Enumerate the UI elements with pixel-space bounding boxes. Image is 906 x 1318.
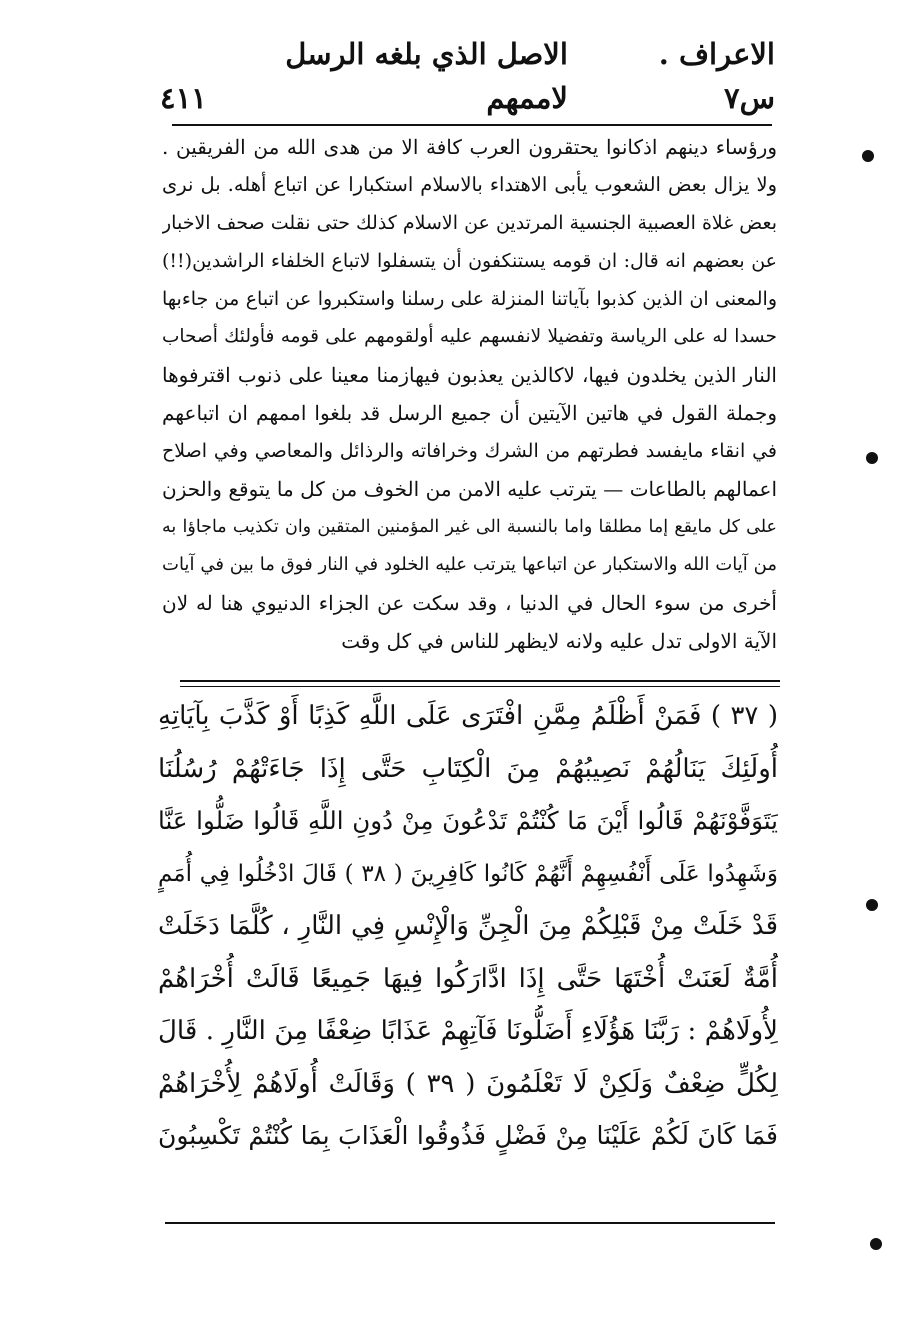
binding-hole-mark [866,899,878,911]
verse-line: لِكُلٍّ ضِعْفٌ وَلَكِنْ لَا تَعْلَمُونَ ( ٣٩ ) وَقَالَتْ أُولَاهُمْ لِأُخْرَاهُمْ [158,1068,778,1099]
verse-line: وَشَهِدُوا عَلَى أَنْفُسِهِمْ أَنَّهُمْ كَانُوا كَافِرِينَ ( ٣٨ ) قَالَ ادْخُلُوا فِي أُمَمٍ [158,860,778,887]
commentary-text [162,128,777,660]
verse-line: فَمَا كَانَ لَكُمْ عَلَيْنَا مِنْ فَضْلٍ فَذُوقُوا الْعَذَابَ بِمَا كُنْتُمْ تَكْسِبُونَ [158,1121,778,1150]
verse-line: قَدْ خَلَتْ مِنْ قَبْلِكُمْ مِنَ الْجِنِّ وَالْإِنْسِ فِي النَّارِ ، كُلَّمَا دَخَلَتْ [158,911,778,941]
commentary-line: ولا يزال بعض الشعوب يأبى الاهتداء بالاسلام استكبارا عن اتباع أهله. بل نرى [162,173,777,196]
verse-line: يَتَوَفَّوْنَهُمْ قَالُوا أَيْنَ مَا كُنْتُمْ تَدْعُونَ مِنْ دُونِ اللَّهِ قَالُوا ضَلُّوا عَنَّا [158,806,778,835]
commentary-line: والمعنى ان الذين كذبوا بآياتنا المنزلة على رسلنا واستكبروا عن اتباع من جاءبها [162,288,777,310]
footer-rule [165,1222,775,1224]
commentary-line: في انقاء مايفسد فطرتهم من الشرك وخرافاته والرذائل والمعاصي وفي اصلاح [162,440,777,462]
commentary-line: اعمالهم بالطاعات — يترتب عليه الامن من الخوف من كل ما يتوقع والحزن [162,477,777,501]
verse-line: أُولَئِكَ يَنَالُهُمْ نَصِيبُهُمْ مِنَ الْكِتَابِ حَتَّى إِذَا جَاءَتْهُمْ رُسُلُنَا [158,753,778,784]
page-header [160,37,775,120]
binding-hole-mark [862,150,874,162]
commentary-line: أخرى من سوء الحال في الدنيا ، وقد سكت عن الجزاء الدنيوي هنا له لان [162,591,777,615]
commentary-line: بعض غلاة العصبية الجنسية المرتدين عن الاسلام كذلك حتى نقلت صحف الاخبار [162,212,777,234]
section-rule-thin [180,686,780,687]
commentary-line: حسدا له على الرياسة وتفضيلا لانفسهم عليه أولقومهم على قومه فأولئك أصحاب [162,326,777,347]
header-rule [172,124,772,126]
verse-line: ( ٣٧ ) فَمَنْ أَظْلَمُ مِمَّنِ افْتَرَى عَلَى اللَّهِ كَذِبًا أَوْ كَذَّبَ بِآيَاتِهِ [158,701,778,731]
commentary-line: ورؤساء دينهم اذكانوا يحتقرون العرب كافة الا من هدى الله من الفريقين . [162,135,777,159]
running-title: الاصل الذي بلغه الرسل لاممهم [285,37,568,115]
commentary-line: عن بعضهم انه قال: ان قومه يستنكفون أن يتسفلوا لاتباع الخلفاء الراشدين(!!) [162,250,777,272]
verse-line: أُمَّةٌ لَعَنَتْ أُخْتَهَا حَتَّى إِذَا ادَّارَكُوا فِيهَا جَمِيعًا قَالَتْ أُخْرَاهُمْ [158,963,778,994]
commentary-line: على كل مايقع إما مطلقا واما بالنسبة الى غير المؤمنين المتقين وان تكذيب ماجاؤا به [162,517,777,537]
page-number: ٤١١ [160,81,207,115]
surah-reference: الاعراف . س٧ [658,37,775,115]
quran-verse-block [158,690,778,1163]
binding-hole-mark [870,1238,882,1250]
header-right-group [207,32,775,120]
section-rule [180,680,780,682]
binding-hole-mark [866,452,878,464]
commentary-line: الآية الاولى تدل عليه ولانه لايظهر للناس في كل وقت [341,629,777,653]
commentary-line: النار الذين يخلدون فيها، لاكالذين يعذبون فيهازمنا معينا على ذنوب اقترفوها [162,363,777,387]
commentary-line: وجملة القول في هاتين الآيتين أن جميع الرسل قد بلغوا اممهم ان اتباعهم [162,401,777,425]
commentary-line: من آيات الله والاستكبار عن اتباعها يترتب عليه الخلود في النار فوق ما بين في آيات [162,554,777,575]
verse-line: لِأُولَاهُمْ : رَبَّنَا هَؤُلَاءِ أَضَلُّونَا فَآتِهِمْ عَذَابًا ضِعْفًا مِنَ النَّارِ . قَالَ [158,1016,778,1046]
